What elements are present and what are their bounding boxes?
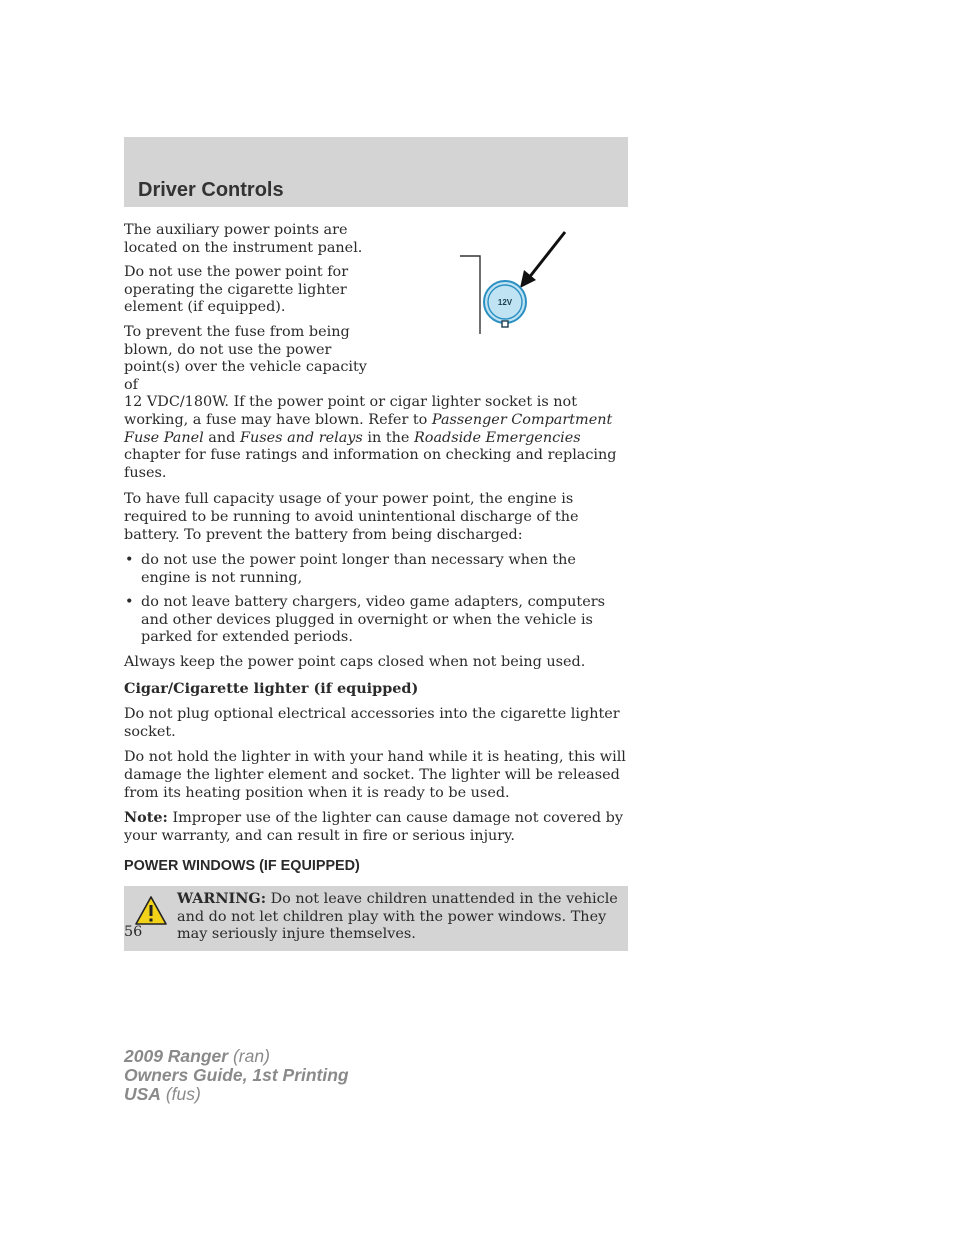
warning-triangle-icon xyxy=(134,894,168,928)
paragraph-fuse-lead: To prevent the fuse from being blown, do not use the power point(s) over the vehicle capacity of xyxy=(124,323,367,393)
footer-model: 2009 Ranger xyxy=(124,1046,229,1066)
paragraph-location: The auxiliary power points are located on the instrument panel. xyxy=(124,222,363,256)
paragraph-accessories: Do not plug optional electrical accessories into the cigarette lighter socket. xyxy=(124,706,620,740)
list-item: • do not leave battery chargers, video game adapters, computers and other devices plugged in overnight or when the vehicle is parked for extended periods. xyxy=(124,594,628,647)
paragraph-fuse xyxy=(124,324,628,482)
paragraph-heating: Do not hold the lighter in with your hand while it is heating, this will damage the lighter element and socket. The lighter will be released from its heating position when it is ready to be used. xyxy=(124,749,626,801)
page-title: Driver Controls xyxy=(138,179,284,201)
footer-market-code: (fus) xyxy=(160,1084,201,1104)
paragraph-caps: Always keep the power point caps closed when not being used. xyxy=(124,654,586,671)
socket-label: 12V xyxy=(497,298,513,307)
warning-label: WARNING: xyxy=(177,890,267,907)
paragraph-capacity: To have full capacity usage of your power point, the engine is required to be running to avoid unintentional discharge of the battery. To prevent the battery from being discharged: xyxy=(124,491,579,543)
footer-model-code: (ran) xyxy=(228,1046,270,1066)
warning-text: Do not leave children unattended in the vehicle and do not let children play with the power windows. They may seriously injure themselves. xyxy=(177,891,618,943)
section-heading-power-windows: POWER WINDOWS (IF EQUIPPED) xyxy=(124,858,360,875)
paragraph-fuse-end: chapter for fuse ratings and information on checking and replacing fuses. xyxy=(124,447,617,481)
note-text: Improper use of the lighter can cause damage not covered by your warranty, and can result in fire or serious injury. xyxy=(124,810,623,844)
paragraph-note xyxy=(124,809,628,845)
page-number: 56 xyxy=(124,924,143,940)
footer-edition: Owners Guide, 1st Printing xyxy=(124,1065,349,1085)
list-item: • do not use the power point longer than necessary when the engine is not running, xyxy=(124,552,628,587)
note-label: Note: xyxy=(124,809,168,827)
header-band xyxy=(124,137,628,207)
main-content xyxy=(124,222,628,951)
bullet-list xyxy=(124,552,628,647)
paragraph-fuse-text: 12 VDC/180W. If the power point or cigar lighter socket is not working, a fuse may have blown. Refer to xyxy=(124,394,578,428)
paragraph-no-lighter: Do not use the power point for operating the cigarette lighter element (if equipped). xyxy=(124,264,349,316)
ref-roadside-emergencies: Roadside Emergencies xyxy=(413,429,581,446)
subheading-lighter: Cigar/Cigarette lighter (if equipped) xyxy=(124,679,419,697)
footer-market: USA xyxy=(124,1084,161,1104)
ref-fuses-relays: Fuses and relays xyxy=(239,429,363,446)
footer xyxy=(124,1047,349,1104)
ref-passenger-fuse-panel: Passenger Compartment Fuse Panel xyxy=(124,411,613,446)
paragraph-fuse-in: in the xyxy=(362,429,414,446)
warning-box xyxy=(124,886,628,951)
paragraph-fuse-and: and xyxy=(203,429,240,446)
